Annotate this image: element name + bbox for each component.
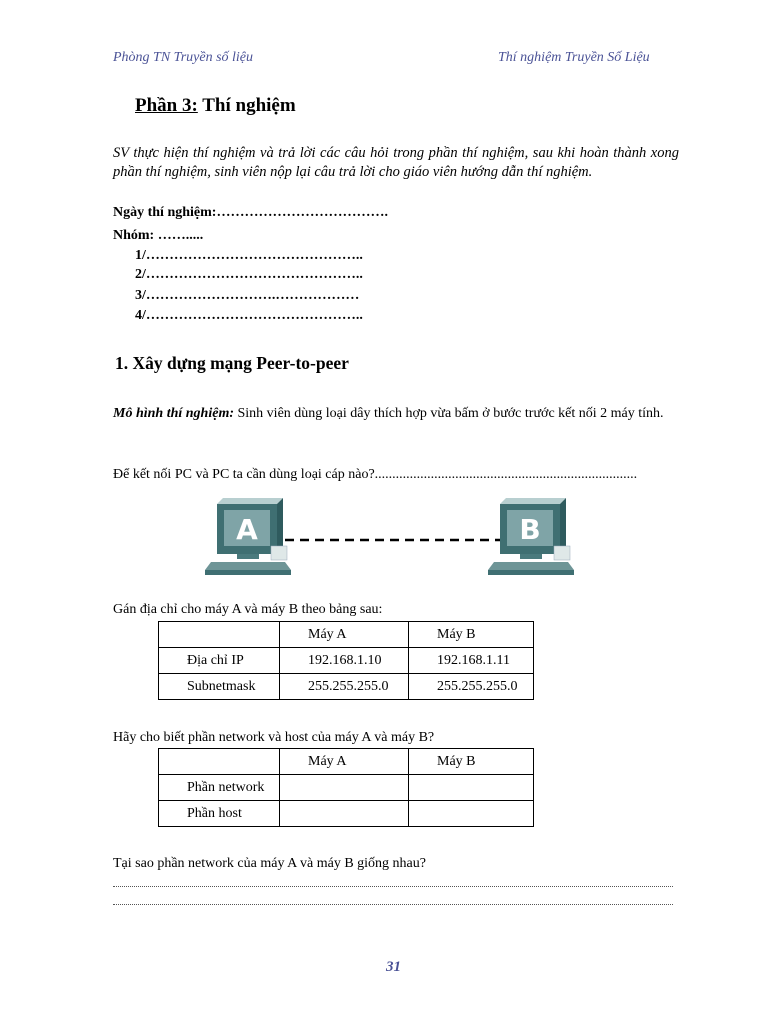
table-cell: 192.168.1.10 (280, 648, 409, 674)
header-right: Thí nghiệm Truyền Số Liệu (498, 50, 650, 65)
question-network-host: Hãy cho biết phần network và host của máy A và máy B? (113, 730, 435, 745)
header-left: Phòng TN Truyền số liệu (113, 50, 254, 65)
table-row (159, 801, 534, 827)
network-host-table (158, 748, 534, 827)
table-cell: Phần network (159, 775, 280, 801)
member-3: 3/……………………….……………… (135, 288, 360, 303)
table-cell: Subnetmask (159, 674, 280, 700)
table-header-cell (159, 622, 280, 648)
table-row (159, 674, 534, 700)
section-title-text: Thí nghiệm (197, 95, 296, 116)
answer-cell[interactable] (280, 801, 409, 827)
answer-cell[interactable] (280, 775, 409, 801)
member-4: 4/……………………………………….. (135, 308, 363, 323)
intro-paragraph: SV thực hiện thí nghiệm và trả lời các câu hỏi trong phần thí nghiệm, sau khi hoàn thành xong phần thí nghiệm, sinh viên nộp lại câu trả lời cho giáo viên hướng dẫn thí nghiệm. (113, 145, 679, 180)
answer-cell[interactable] (409, 801, 534, 827)
table-cell: 255.255.255.0 (409, 674, 534, 700)
page-number: 31 (386, 959, 401, 975)
pc-b-icon (488, 498, 574, 575)
model-label: Mô hình thí nghiệm: (113, 406, 234, 421)
table-header-cell: Máy A (280, 622, 409, 648)
question-why: Tại sao phần network của máy A và máy B giống nhau? (113, 856, 426, 871)
member-1: 1/……………………………………….. (135, 248, 363, 263)
assign-text: Gán địa chỉ cho máy A và máy B theo bảng sau: (113, 602, 383, 617)
table-cell: Phần host (159, 801, 280, 827)
section-title (135, 95, 296, 117)
model-text: Sinh viên dùng loại dây thích hợp vừa bấm ở bước trước kết nối 2 máy tính. (234, 406, 664, 421)
model-paragraph (113, 404, 679, 423)
table-row (159, 648, 534, 674)
address-table (158, 621, 534, 700)
table-row (159, 775, 534, 801)
answer-cell[interactable] (409, 775, 534, 801)
table-header-row (159, 622, 534, 648)
member-2: 2/……………………………………….. (135, 267, 363, 282)
table-cell: 255.255.255.0 (280, 674, 409, 700)
table-header-cell: Máy B (409, 749, 534, 775)
group-field: Nhóm: ……..... (113, 228, 204, 243)
section-label: Phần 3: (135, 95, 198, 116)
answer-line-1[interactable] (113, 886, 673, 887)
table-header-cell: Máy B (409, 622, 534, 648)
network-diagram (205, 498, 580, 582)
table-header-cell (159, 749, 280, 775)
table-header-row (159, 749, 534, 775)
table-cell: Địa chỉ IP (159, 648, 280, 674)
pc-a-icon (205, 498, 291, 575)
date-field: Ngày thí nghiệm:………………………………. (113, 205, 388, 220)
pc-a-label: A (236, 513, 258, 546)
heading-peer-to-peer: 1. Xây dựng mạng Peer-to-peer (115, 353, 349, 373)
table-header-cell: Máy A (280, 749, 409, 775)
question-cable: Để kết nối PC và PC ta cần dùng loại cáp nào?........................................................................... (113, 467, 638, 482)
pc-b-label: B (519, 513, 541, 546)
table-cell: 192.168.1.11 (409, 648, 534, 674)
answer-line-2[interactable] (113, 904, 673, 905)
